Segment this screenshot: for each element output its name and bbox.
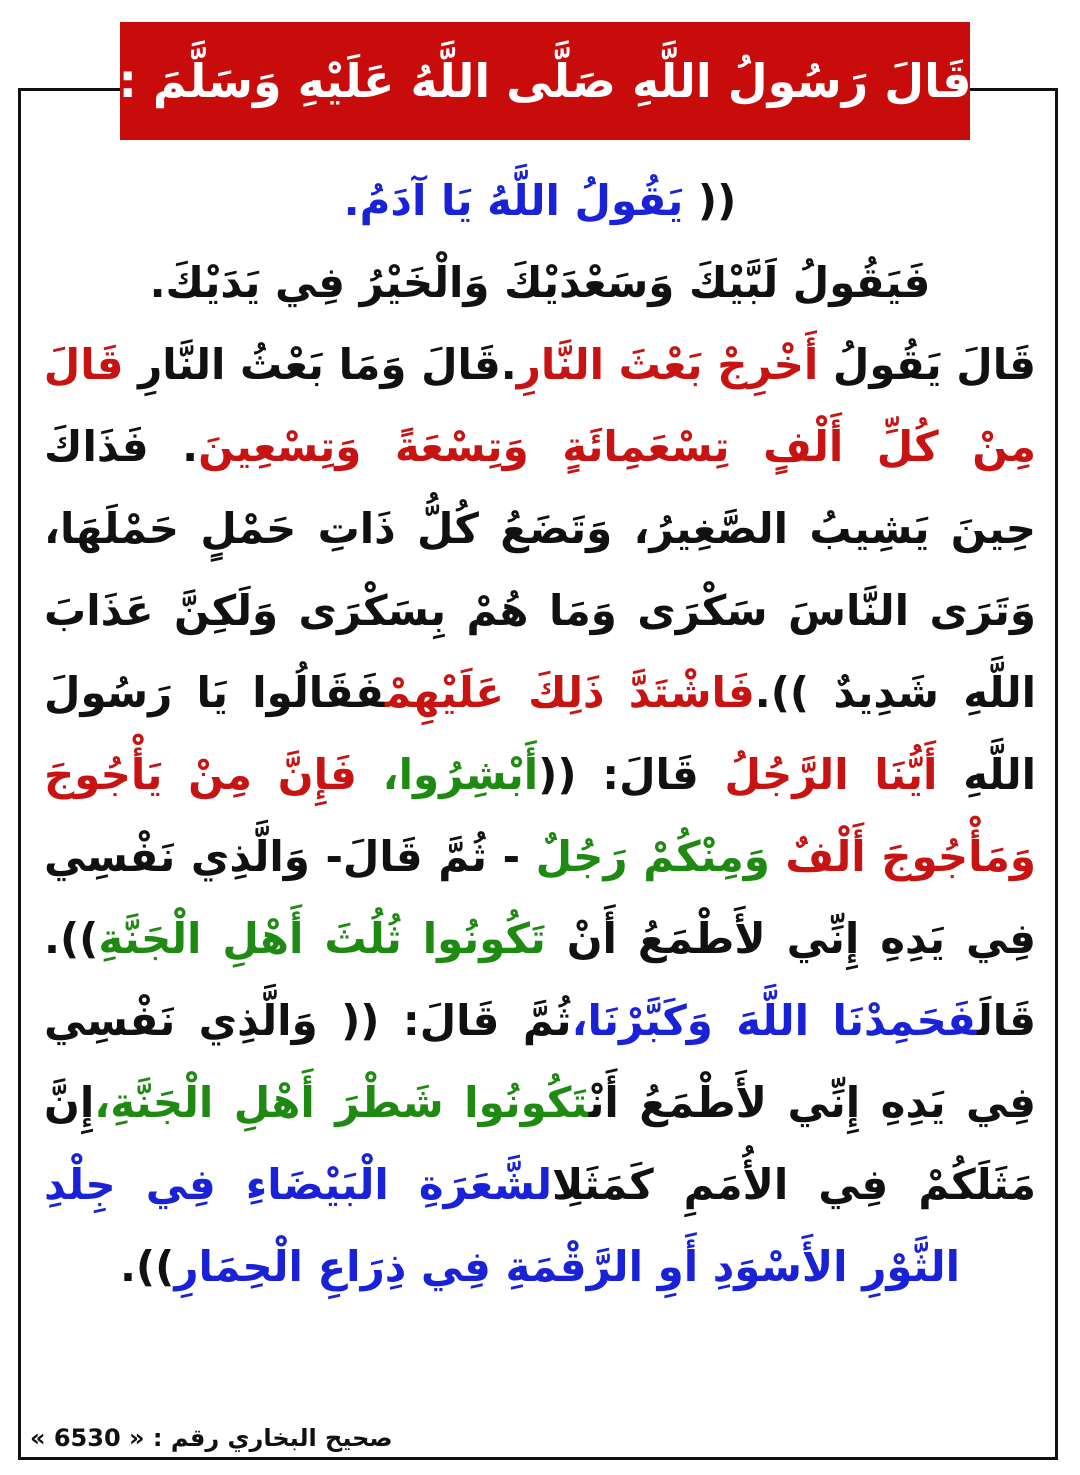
- text-segment: وَتَرَى النَّاسَ سَكْرَى وَمَا هُمْ بِسَكْرَى وَلَكِنَّ عَذَابَ: [44, 586, 1036, 635]
- page-title: قَالَ رَسُولُ اللَّهِ صَلَّى اللَّهُ عَلَيْهِ وَسَلَّمَ :: [118, 54, 972, 108]
- hadith-line: [30, 898, 1050, 980]
- text-segment: ثُمَّ قَالَ: (( وَالَّذِي نَفْسِي: [44, 996, 572, 1045]
- text-segment: مِنْ كُلِّ أَلْفٍ تِسْعَمِائَةٍ وَتِسْعَةً وَتِسْعِينَ: [198, 422, 1037, 471]
- text-segment: فَقَالُوا يَا رَسُولَ: [44, 668, 386, 717]
- text-segment: أَبْشِرُوا،: [356, 750, 539, 799]
- hadith-line: [30, 242, 1050, 324]
- text-segment: فَحَمِدْنَا اللَّهَ وَكَبَّرْنَا،: [571, 996, 977, 1045]
- text-segment: اللَّهِ: [937, 750, 1036, 799]
- hadith-line: [30, 980, 1050, 1062]
- text-segment: فَيَقُولُ لَبَّيْكَ وَسَعْدَيْكَ وَالْخَيْرُ فِي يَدَيْكَ.: [149, 258, 931, 307]
- text-segment: قَالَ: [976, 996, 1036, 1045]
- text-segment: وَمِنْكُمْ رَجُلٌ: [535, 832, 770, 881]
- text-segment: حِينَ يَشِيبُ الصَّغِيرُ، وَتَضَعُ كُلُّ ذَاتِ حَمْلٍ حَمْلَهَا،: [44, 504, 1036, 553]
- text-segment: فِي يَدِهِ إِنِّي لأَطْمَعُ أَنْ: [588, 1078, 1036, 1127]
- text-segment: . فَذَاكَ: [44, 422, 199, 471]
- text-segment: قَالَ يَقُولُ: [818, 340, 1036, 389]
- text-segment: - ثُمَّ قَالَ- وَالَّذِي نَفْسِي: [44, 832, 536, 881]
- source-reference: صحيح البخاري رقم : « 6530 »: [30, 1424, 393, 1452]
- text-segment: يَقُولُ اللَّهُ يَا آدَمُ.: [343, 176, 684, 225]
- hadith-line: [30, 652, 1050, 734]
- text-segment: فَاشْتَدَّ ذَلِكَ عَلَيْهِمْ: [385, 668, 755, 717]
- text-segment: الشَّعَرَةِ الْبَيْضَاءِ فِي جِلْدِ: [44, 1160, 552, 1209]
- hadith-line: [30, 1062, 1050, 1144]
- text-segment: فِي يَدِهِ إِنِّي لأَطْمَعُ أَنْ: [545, 914, 1036, 963]
- text-segment: إِنَّ: [44, 1078, 95, 1127]
- text-segment: .قَالَ وَمَا بَعْثُ النَّارِ: [123, 340, 517, 389]
- text-segment: الثَّوْرِ الأَسْوَدِ أَوِ الرَّقْمَةِ فِي ذِرَاعِ الْحِمَارِ: [174, 1242, 961, 1291]
- hadith-text: [30, 160, 1050, 1308]
- title-banner: [120, 22, 970, 140]
- text-segment: تَكُونُوا ثُلُثَ أَهْلِ الْجَنَّةِ: [98, 914, 546, 963]
- hadith-line: [30, 1226, 1050, 1308]
- hadith-line: [30, 160, 1050, 242]
- hadith-line: [30, 570, 1050, 652]
- text-segment: قَالَ: ((: [538, 750, 725, 799]
- hadith-line: [30, 1144, 1050, 1226]
- text-segment: تَكُونُوا شَطْرَ أَهْلِ الْجَنَّةِ،: [94, 1078, 589, 1127]
- text-segment: قَالَ: [43, 340, 124, 389]
- hadith-line: [30, 488, 1050, 570]
- hadith-line: [30, 734, 1050, 816]
- text-segment: فَإِنَّ مِنْ يَأْجُوجَ: [44, 750, 357, 799]
- text-segment: )).: [119, 1242, 175, 1291]
- text-segment: )).: [44, 914, 99, 963]
- text-segment: ((: [683, 176, 737, 225]
- text-segment: مَثَلَكُمْ فِي الأُمَمِ كَمَثَلِ: [552, 1160, 1036, 1209]
- hadith-line: [30, 816, 1050, 898]
- hadith-line: [30, 406, 1050, 488]
- text-segment: أَخْرِجْ بَعْثَ النَّارِ: [516, 340, 819, 389]
- hadith-line: [30, 324, 1050, 406]
- text-segment: وَمَأْجُوجَ أَلْفٌ: [769, 832, 1036, 881]
- text-segment: اللَّهِ شَدِيدٌ )).: [754, 668, 1036, 717]
- text-segment: أَيُّنَا الرَّجُلُ: [724, 750, 938, 799]
